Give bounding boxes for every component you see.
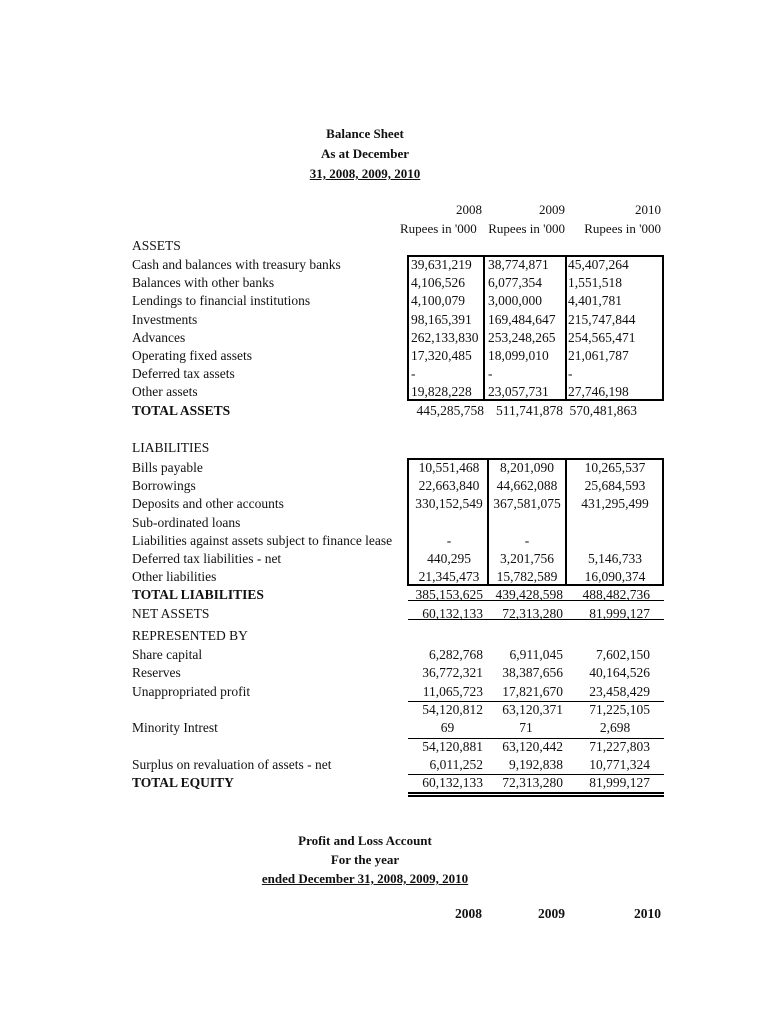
liability-row-label: Liabilities against assets subject to finance lease <box>132 532 393 548</box>
equity-row-label: Share capital <box>132 647 203 662</box>
total-equity-label: TOTAL EQUITY <box>132 775 234 790</box>
asset-row-label: Cash and balances with treasury banks <box>132 257 341 272</box>
liability-row-value-2008: 330,152,549 <box>415 496 483 512</box>
liability-row-value-2010: 5,146,733 <box>588 551 642 566</box>
subtotal2-2008: 54,120,881 <box>422 739 483 754</box>
liabilities-heading: LIABILITIES <box>132 440 210 455</box>
total-equity-2008: 60,132,133 <box>422 775 483 790</box>
pl-subtitle: For the year <box>330 852 400 867</box>
liability-row-value-2010: 10,265,537 <box>584 460 646 475</box>
unit-header-2009: Rupees in '000 <box>488 221 565 236</box>
asset-row-value-2010: - <box>568 366 573 382</box>
liability-row-value-2010: 25,684,593 <box>584 478 646 494</box>
liability-row-value-2009: - <box>524 532 530 548</box>
liability-row-value-2008: 21,345,473 <box>418 569 480 585</box>
asset-row-value-2009: 23,057,731 <box>488 384 549 400</box>
balance-sheet-subtitle: As at December <box>320 146 410 161</box>
liability-row-value-2009: 8,201,090 <box>500 460 554 475</box>
net-assets-2009: 72,313,280 <box>502 606 563 621</box>
pl-year-2010: 2010 <box>634 906 661 921</box>
liability-row-label: Bills payable <box>132 460 203 475</box>
liability-row-label: Deposits and other accounts <box>132 496 284 512</box>
liability-row-value-2009: 15,782,589 <box>496 569 558 585</box>
equity-row-label: Reserves <box>132 665 181 681</box>
surplus-2010: 10,771,324 <box>589 757 650 772</box>
asset-row-value-2009: 169,484,647 <box>488 311 556 327</box>
equity-row-value-2008: 11,065,723 <box>422 683 483 699</box>
unit-header-2008: Rupees in '000 <box>400 221 477 236</box>
total-liabilities-2008: 385,153,625 <box>415 587 483 602</box>
total-equity-2010: 81,999,127 <box>589 775 650 790</box>
asset-row-value-2010: 45,407,264 <box>568 257 629 272</box>
equity-row-value-2009: 6,911,045 <box>509 647 563 662</box>
asset-row-value-2010: 27,746,198 <box>568 384 629 400</box>
equity-row-value-2009: 17,821,670 <box>502 683 563 699</box>
minority-label: Minority Intrest <box>132 720 218 735</box>
asset-row-value-2008: 262,133,830 <box>411 329 479 345</box>
liability-row-value-2009: 44,662,088 <box>496 478 558 494</box>
liability-row-value-2008: 22,663,840 <box>418 478 480 494</box>
equity-row-value-2010: 23,458,429 <box>589 683 650 699</box>
liability-row-value-2010: 16,090,374 <box>584 569 646 585</box>
asset-row-value-2009: 253,248,265 <box>488 329 556 345</box>
equity-row-label: Unappropriated profit <box>132 683 251 699</box>
year-header-2010: 2010 <box>635 202 661 217</box>
net-assets-2010: 81,999,127 <box>589 606 650 621</box>
subtotal2-2009: 63,120,442 <box>502 739 563 754</box>
net-assets-2008: 60,132,133 <box>422 606 483 621</box>
surplus-2008: 6,011,252 <box>429 757 483 772</box>
pl-year-2008: 2008 <box>455 906 482 921</box>
balance-sheet-title: Balance Sheet <box>326 126 404 141</box>
liability-row-value-2008: 10,551,468 <box>418 460 480 475</box>
minority-2010: 2,698 <box>599 720 631 735</box>
liability-row-value-2009: 367,581,075 <box>493 496 561 512</box>
minority-2008: 69 <box>440 720 455 735</box>
asset-row-label: Advances <box>132 329 186 345</box>
equity-row-value-2010: 7,602,150 <box>596 647 650 662</box>
liability-row-label: Sub-ordinated loans <box>132 514 241 530</box>
asset-row-label: Operating fixed assets <box>132 348 252 363</box>
asset-row-value-2010: 4,401,781 <box>568 293 622 309</box>
asset-row-value-2008: 4,106,526 <box>411 275 465 291</box>
surplus-2009: 9,192,838 <box>509 757 563 772</box>
asset-row-value-2008: - <box>411 366 416 382</box>
asset-row-label: Investments <box>132 311 198 327</box>
subtotal1-2010: 71,225,105 <box>589 702 650 717</box>
total-equity-rule-1 <box>408 792 664 794</box>
year-header-2008: 2008 <box>456 202 482 217</box>
pl-date: ended December 31, 2008, 2009, 2010 <box>261 871 469 886</box>
total-liabilities-2010: 488,482,736 <box>582 587 650 602</box>
liability-row-value-2009: 3,201,756 <box>500 551 554 566</box>
liability-row-value-2010: 431,295,499 <box>581 496 649 512</box>
asset-row-value-2008: 39,631,219 <box>411 257 472 272</box>
represented-by-heading: REPRESENTED BY <box>132 628 248 643</box>
asset-row-value-2010: 21,061,787 <box>568 348 629 363</box>
asset-row-value-2010: 1,551,518 <box>568 275 622 291</box>
total-assets-2008: 445,285,758 <box>416 403 484 418</box>
asset-row-value-2010: 254,565,471 <box>568 329 636 345</box>
equity-row-value-2008: 6,282,768 <box>429 647 483 662</box>
asset-row-value-2008: 4,100,079 <box>411 293 465 309</box>
unit-header-2010: Rupees in '000 <box>584 221 661 236</box>
liability-row-value-2008: - <box>446 532 452 548</box>
total-equity-rule-2 <box>408 795 664 797</box>
total-assets-label: TOTAL ASSETS <box>132 403 231 418</box>
subtotal1-2009: 63,120,371 <box>502 702 563 717</box>
equity-row-value-2010: 40,164,526 <box>589 665 650 681</box>
subtotal1-2008: 54,120,812 <box>422 702 483 717</box>
asset-row-value-2009: 3,000,000 <box>488 293 542 309</box>
asset-row-value-2009: 38,774,871 <box>488 257 549 272</box>
equity-row-value-2009: 38,387,656 <box>502 665 563 681</box>
equity-row-value-2008: 36,772,321 <box>422 665 483 681</box>
asset-row-value-2009: - <box>488 366 493 382</box>
liability-row-value-2008: 440,295 <box>427 551 471 566</box>
assets-heading: ASSETS <box>132 238 181 253</box>
balance-sheet-date: 31, 2008, 2009, 2010 <box>309 166 421 181</box>
asset-row-value-2009: 6,077,354 <box>488 275 542 291</box>
asset-row-label: Deferred tax assets <box>132 366 235 382</box>
total-assets-2009: 511,741,878 <box>496 403 563 418</box>
surplus-label: Surplus on revaluation of assets - net <box>132 757 332 772</box>
liability-row-label: Borrowings <box>132 478 196 494</box>
total-liabilities-label: TOTAL LIABILITIES <box>132 587 264 602</box>
net-assets-label: NET ASSETS <box>132 606 210 621</box>
asset-row-value-2008: 98,165,391 <box>411 311 472 327</box>
asset-row-value-2010: 215,747,844 <box>568 311 636 327</box>
liability-row-label: Deferred tax liabilities - net <box>132 551 282 566</box>
asset-row-value-2008: 17,320,485 <box>411 348 472 363</box>
year-header-2009: 2009 <box>539 202 565 217</box>
pl-year-2009: 2009 <box>538 906 565 921</box>
minority-2009: 71 <box>519 720 533 735</box>
asset-row-value-2009: 18,099,010 <box>488 348 549 363</box>
total-liabilities-2009: 439,428,598 <box>495 587 563 602</box>
pl-title: Profit and Loss Account <box>298 833 432 848</box>
subtotal2-2010: 71,227,803 <box>589 739 650 754</box>
total-equity-2009: 72,313,280 <box>502 775 563 790</box>
liability-row-label: Other liabilities <box>132 569 217 585</box>
asset-row-value-2008: 19,828,228 <box>411 384 472 400</box>
asset-row-label: Other assets <box>132 384 198 400</box>
asset-row-label: Balances with other banks <box>132 275 275 291</box>
asset-row-label: Lendings to financial institutions <box>132 293 311 309</box>
total-assets-2010: 570,481,863 <box>569 403 637 418</box>
